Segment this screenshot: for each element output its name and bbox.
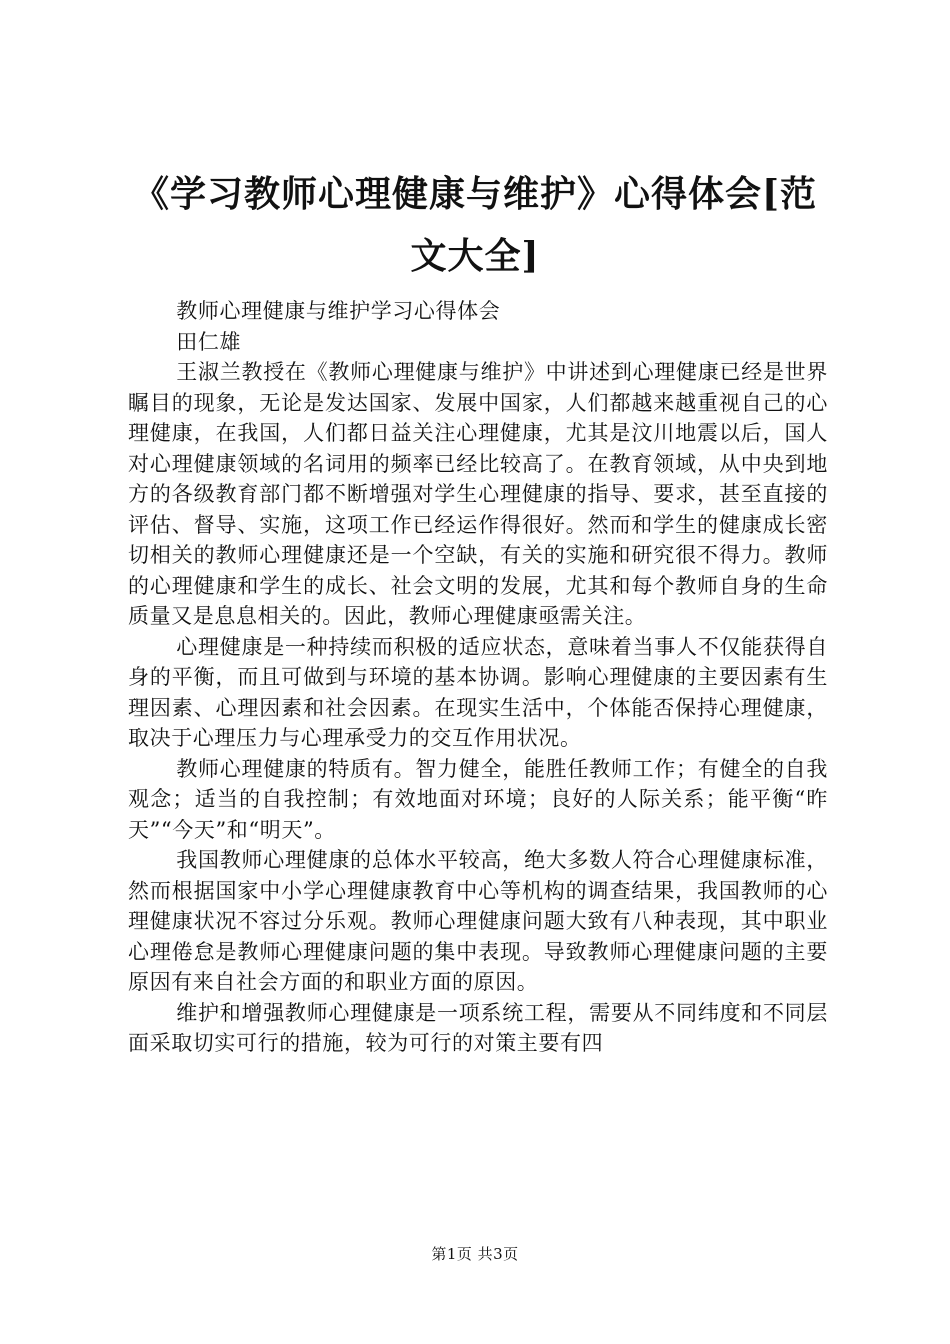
document-title: 《学习教师心理健康与维护》心得体会[范文大全] — [132, 173, 818, 277]
author-line: 田仁雄 — [176, 329, 242, 354]
paragraph-5: 维护和增强教师心理健康是一项系统工程，需要从不同纬度和不同层面采取切实可行的措施，较为可行的对策主要有四 — [128, 1000, 828, 1055]
paragraph-2: 心理健康是一种持续而积极的适应状态，意味着当事人不仅能获得自身的平衡，而且可做到与环境的基本协调。影响心理健康的主要因素有生理因素、心理因素和社会因素。在现实生活中，个体能否保持心理健康，取决于心理压力与心理承受力的交互作用状况。 — [128, 634, 828, 750]
paragraph-4: 我国教师心理健康的总体水平较高，绝大多数人符合心理健康标准，然而根据国家中小学心理健康教育中心等机构的调查结果，我国教师的心理健康状况不容过分乐观。教师心理健康问题大致有八种表现，其中职业心理倦怠是教师心理健康问题的集中表现。导致教师心理健康问题的主要原因有来自社会方面的和职业方面的原因。 — [128, 848, 828, 994]
subtitle-line: 教师心理健康与维护学习心得体会 — [176, 299, 501, 323]
paragraph-1: 王淑兰教授在《教师心理健康与维护》中讲述到心理健康已经是世界瞩目的现象，无论是发达国家、发展中国家，人们都越来越重视自己的心理健康，在我国，人们都日益关注心理健康，尤其是汶川地震以后，国人对心理健康领域的名词用的频率已经比较高了。在教育领域，从中央到地方的各级教育部门都不断增强对学生心理健康的指导、要求，甚至直接的评估、督导、实施，这项工作已经运作得很好。然而和学生的健康成长密切相关的教师心理健康还是一个空缺，有关的实施和研究很不得力。教师的心理健康和学生的成长、社会文明的发展，尤其和每个教师自身的生命质量又是息息相关的。因此，教师心理健康亟需关注。 — [128, 360, 828, 628]
paragraph-3: 教师心理健康的特质有。智力健全，能胜任教师工作；有健全的自我观念；适当的自我控制；有效地面对环境；良好的人际关系；能平衡“昨天”“今天”和“明天”。 — [128, 756, 828, 842]
document-body — [128, 296, 828, 1059]
page-number-footer: 第1页 共3页 — [431, 1245, 519, 1263]
